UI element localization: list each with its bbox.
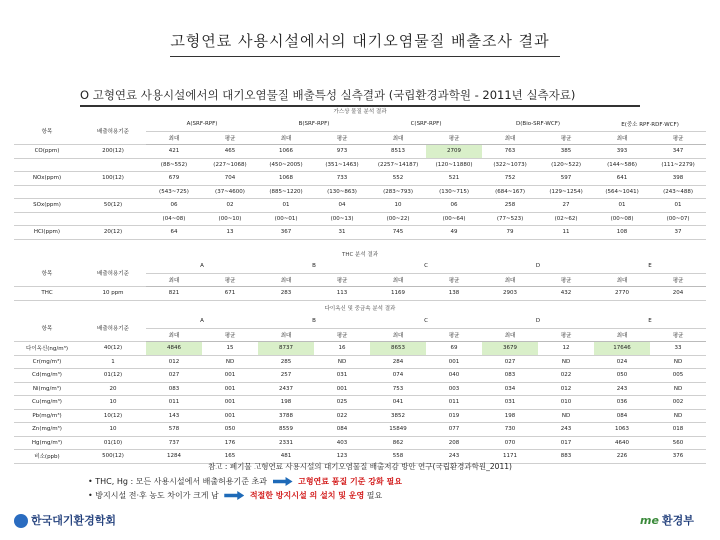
- society-emblem-icon: [14, 514, 28, 528]
- ministry-logo-text: 환경부: [661, 514, 694, 527]
- row-item: Hg(mg/m³): [14, 436, 80, 450]
- value-max: 4846: [146, 342, 202, 356]
- row-std: 10: [80, 396, 146, 410]
- table1-caption: 가스상 물질 분석 결과: [333, 109, 387, 115]
- gas-table-group-header: [14, 118, 706, 131]
- sub-header-avg: 평균: [202, 328, 258, 342]
- value-avg: 113: [314, 287, 370, 301]
- value-max: 012: [146, 355, 202, 369]
- value-avg: 49: [426, 226, 482, 240]
- col-std: 배출허용기준: [80, 118, 146, 145]
- range-cell: (283~793): [370, 185, 426, 199]
- value-avg: 06: [426, 199, 482, 213]
- row-item: THC: [14, 287, 80, 301]
- range-cell: (00~64): [426, 212, 482, 226]
- value-avg: 022: [314, 409, 370, 423]
- value-max: 753: [370, 382, 426, 396]
- value-max: 108: [594, 226, 650, 240]
- value-max: 036: [594, 396, 650, 410]
- value-max: 06: [146, 199, 202, 213]
- col-std: 배출허용기준: [80, 260, 146, 287]
- value-max: 64: [146, 226, 202, 240]
- value-avg: ND: [650, 382, 706, 396]
- table-row: [14, 172, 706, 186]
- value-avg: 597: [538, 172, 594, 186]
- value-avg: 204: [650, 287, 706, 301]
- value-avg: 138: [426, 287, 482, 301]
- value-avg: 521: [426, 172, 482, 186]
- arrow-icon: [273, 477, 293, 486]
- value-max: 679: [146, 172, 202, 186]
- bullet-thc-hg: • THC, Hg : 모든 사용시설에서 배출허용기준 초과 고형연료 품질 기준 강화 필요: [88, 477, 402, 486]
- sub-header-avg: 평균: [202, 131, 258, 145]
- row-item: 다이옥신(ng/m³): [14, 342, 80, 356]
- sub-header-max: 최대: [370, 328, 426, 342]
- value-avg: 16: [314, 342, 370, 356]
- range-cell: (322~1073): [482, 158, 538, 172]
- value-avg: 031: [314, 369, 370, 383]
- range-cell: (02~62): [538, 212, 594, 226]
- sub-header-max: 최대: [146, 131, 202, 145]
- value-avg: 15: [202, 342, 258, 356]
- thc-table-group-header: [14, 260, 706, 273]
- sub-header-max: 최대: [370, 131, 426, 145]
- sub-header-avg: 평균: [314, 328, 370, 342]
- value-avg: 347: [650, 145, 706, 159]
- sub-header-avg: 평균: [426, 328, 482, 342]
- value-max: 4640: [594, 436, 650, 450]
- range-cell: (243~488): [650, 185, 706, 199]
- value-max: 243: [594, 382, 650, 396]
- value-max: 257: [258, 369, 314, 383]
- row-std: 100(12): [80, 172, 146, 186]
- value-max: 283: [258, 287, 314, 301]
- sub-header-max: 최대: [482, 273, 538, 287]
- empty-cell: [14, 185, 80, 199]
- value-max: 2331: [258, 436, 314, 450]
- value-avg: 560: [650, 436, 706, 450]
- value-max: 285: [258, 355, 314, 369]
- sub-header-max: 최대: [482, 328, 538, 342]
- range-cell: (111~2279): [650, 158, 706, 172]
- sub-header-max: 최대: [146, 328, 202, 342]
- row-std: 50(12): [80, 199, 146, 213]
- table-row: [14, 355, 706, 369]
- row-item: Cr(mg/m³): [14, 355, 80, 369]
- value-max: 074: [370, 369, 426, 383]
- value-max: 050: [594, 369, 650, 383]
- value-max: 01: [594, 199, 650, 213]
- value-avg: 33: [650, 342, 706, 356]
- table-row: [14, 382, 706, 396]
- empty-cell: [14, 212, 80, 226]
- group-header: A: [146, 315, 258, 328]
- value-max: 011: [146, 396, 202, 410]
- row-std: 20: [80, 382, 146, 396]
- ministry-mark: me: [640, 514, 659, 527]
- sub-header-max: 최대: [594, 328, 650, 342]
- range-row: [14, 158, 706, 172]
- range-cell: (00~08): [594, 212, 650, 226]
- range-cell: (77~523): [482, 212, 538, 226]
- table-row: [14, 342, 706, 356]
- group-header: E: [594, 260, 706, 273]
- value-avg: 376: [650, 450, 706, 464]
- value-max: 198: [258, 396, 314, 410]
- group-header: C: [370, 260, 482, 273]
- value-avg: 019: [426, 409, 482, 423]
- thc-table: [14, 260, 706, 301]
- range-cell: (00~10): [202, 212, 258, 226]
- sub-header-avg: 평균: [538, 273, 594, 287]
- value-avg: 01: [650, 199, 706, 213]
- value-max: 070: [482, 436, 538, 450]
- sub-header-max: 최대: [146, 273, 202, 287]
- group-header: B: [258, 315, 370, 328]
- value-max: 8653: [370, 342, 426, 356]
- sub-header-avg: 평균: [538, 328, 594, 342]
- value-max: 730: [482, 423, 538, 437]
- gas-table: [14, 118, 706, 240]
- value-avg: 001: [202, 382, 258, 396]
- group-header: A(SRF-RPF): [146, 118, 258, 131]
- row-std: 01(12): [80, 369, 146, 383]
- value-max: 763: [482, 145, 538, 159]
- range-cell: (00~01): [258, 212, 314, 226]
- row-item: Cd(mg/m³): [14, 369, 80, 383]
- range-row: [14, 185, 706, 199]
- value-max: 8737: [258, 342, 314, 356]
- value-avg: 005: [650, 369, 706, 383]
- table-row: [14, 199, 706, 213]
- value-max: 258: [482, 199, 538, 213]
- group-header: D: [482, 315, 594, 328]
- value-avg: 084: [314, 423, 370, 437]
- value-avg: 403: [314, 436, 370, 450]
- value-max: 2903: [482, 287, 538, 301]
- value-avg: 001: [202, 396, 258, 410]
- value-avg: 733: [314, 172, 370, 186]
- value-avg: 398: [650, 172, 706, 186]
- value-max: 8513: [370, 145, 426, 159]
- title-underline: [170, 56, 560, 57]
- value-max: 084: [594, 409, 650, 423]
- range-cell: (351~1463): [314, 158, 370, 172]
- bullet2-emphasis: 적절한 방지시설 의 설치 및 운영: [249, 491, 365, 500]
- group-header: C(SRF-RPF): [370, 118, 482, 131]
- value-max: 2437: [258, 382, 314, 396]
- value-max: 481: [258, 450, 314, 464]
- value-max: 284: [370, 355, 426, 369]
- value-max: 024: [594, 355, 650, 369]
- value-avg: 017: [538, 436, 594, 450]
- value-max: 1068: [258, 172, 314, 186]
- range-cell: (227~1068): [202, 158, 258, 172]
- value-avg: 04: [314, 199, 370, 213]
- value-avg: 050: [202, 423, 258, 437]
- value-avg: 69: [426, 342, 482, 356]
- row-item: Zn(mg/m³): [14, 423, 80, 437]
- row-item: HCl(ppm): [14, 226, 80, 240]
- sub-header-max: 최대: [594, 131, 650, 145]
- row-std: 10(12): [80, 409, 146, 423]
- value-avg: 001: [202, 409, 258, 423]
- group-header: D(Bio-SRF-WCF): [482, 118, 594, 131]
- value-avg: 001: [202, 369, 258, 383]
- value-max: 031: [482, 396, 538, 410]
- value-max: 79: [482, 226, 538, 240]
- value-max: 3679: [482, 342, 538, 356]
- ministry-logo: [640, 512, 694, 528]
- value-avg: 002: [650, 396, 706, 410]
- value-avg: 02: [202, 199, 258, 213]
- value-avg: 003: [426, 382, 482, 396]
- value-avg: 704: [202, 172, 258, 186]
- empty-cell: [80, 158, 146, 172]
- bullet2-text: 방지시설 전·후 농도 차이가 크게 남: [95, 491, 219, 500]
- value-avg: 176: [202, 436, 258, 450]
- value-avg: 12: [538, 342, 594, 356]
- row-std: 10: [80, 423, 146, 437]
- range-cell: (684~167): [482, 185, 538, 199]
- value-max: 1063: [594, 423, 650, 437]
- arrow-icon: [224, 491, 244, 500]
- table-row: [14, 436, 706, 450]
- value-max: 393: [594, 145, 650, 159]
- range-cell: (130~715): [426, 185, 482, 199]
- value-avg: 243: [426, 450, 482, 464]
- group-header: C: [370, 315, 482, 328]
- value-max: 10: [370, 199, 426, 213]
- sub-header-avg: 평균: [314, 131, 370, 145]
- value-avg: 671: [202, 287, 258, 301]
- sub-header-avg: 평균: [314, 273, 370, 287]
- range-cell: (00~07): [650, 212, 706, 226]
- row-item: Ni(mg/m³): [14, 382, 80, 396]
- metal-table-group-header: [14, 315, 706, 328]
- sub-header-avg: 평균: [426, 131, 482, 145]
- value-avg: 432: [538, 287, 594, 301]
- range-cell: (37~4600): [202, 185, 258, 199]
- row-std: 1: [80, 355, 146, 369]
- value-avg: 2709: [426, 145, 482, 159]
- value-max: 198: [482, 409, 538, 423]
- value-avg: 208: [426, 436, 482, 450]
- value-avg: 018: [650, 423, 706, 437]
- value-max: 821: [146, 287, 202, 301]
- bullet1-emphasis: 고형연료 품질 기준 강화 필요: [298, 477, 402, 486]
- range-cell: (2257~14187): [370, 158, 426, 172]
- value-avg: ND: [202, 355, 258, 369]
- empty-cell: [14, 158, 80, 172]
- table-row: [14, 409, 706, 423]
- table-row: [14, 145, 706, 159]
- group-header: B(SRF-RPF): [258, 118, 370, 131]
- group-header: E: [594, 315, 706, 328]
- value-avg: 13: [202, 226, 258, 240]
- sub-header-avg: 평균: [202, 273, 258, 287]
- value-avg: ND: [314, 355, 370, 369]
- group-header: D: [482, 260, 594, 273]
- sub-header-max: 최대: [258, 273, 314, 287]
- value-max: 862: [370, 436, 426, 450]
- value-avg: 040: [426, 369, 482, 383]
- row-item: NOx(ppm): [14, 172, 80, 186]
- value-max: 752: [482, 172, 538, 186]
- col-std: 배출허용기준: [80, 315, 146, 342]
- value-max: 143: [146, 409, 202, 423]
- page-title: 고형연료 사용시설에서의 대기오염물질 배출조사 결과: [170, 32, 550, 50]
- range-cell: (564~1041): [594, 185, 650, 199]
- range-cell: (120~11880): [426, 158, 482, 172]
- row-item: Pb(mg/m³): [14, 409, 80, 423]
- row-item: CO(ppm): [14, 145, 80, 159]
- sub-header-avg: 평균: [538, 131, 594, 145]
- value-max: 027: [146, 369, 202, 383]
- range-cell: (00~13): [314, 212, 370, 226]
- value-avg: 025: [314, 396, 370, 410]
- row-std: 500(12): [80, 450, 146, 464]
- value-max: 2770: [594, 287, 650, 301]
- row-std: 200(12): [80, 145, 146, 159]
- sub-header-max: 최대: [258, 131, 314, 145]
- row-item: 비소(ppb): [14, 450, 80, 464]
- sub-header-avg: 평균: [650, 131, 706, 145]
- row-std: 10 ppm: [80, 287, 146, 301]
- value-max: 1066: [258, 145, 314, 159]
- value-avg: 31: [314, 226, 370, 240]
- table3-caption: 다이옥신 및 중금속 분석 결과: [324, 306, 396, 312]
- subtitle: O 고형연료 사용시설에서의 대기오염물질 배출특성 실측결과 (국립환경과학원 - 2011년 실측자료): [80, 87, 640, 107]
- bullet-control-facility: • 방지시설 전·후 농도 차이가 크게 남 적절한 방지시설 의 설치 및 운영 필요: [88, 491, 383, 500]
- dioxin-metal-table: [14, 315, 706, 464]
- value-max: 737: [146, 436, 202, 450]
- sub-header-max: 최대: [258, 328, 314, 342]
- value-max: 1169: [370, 287, 426, 301]
- range-cell: (885~1220): [258, 185, 314, 199]
- table2-caption: THC 분석 결과: [341, 252, 379, 258]
- sub-header-max: 최대: [594, 273, 650, 287]
- value-avg: 973: [314, 145, 370, 159]
- row-item: Cu(mg/m³): [14, 396, 80, 410]
- value-avg: 077: [426, 423, 482, 437]
- col-item: 항목: [14, 260, 80, 287]
- range-cell: (88~552): [146, 158, 202, 172]
- value-avg: 27: [538, 199, 594, 213]
- row-std: 20(12): [80, 226, 146, 240]
- table-row: [14, 369, 706, 383]
- value-avg: 37: [650, 226, 706, 240]
- value-max: 1284: [146, 450, 202, 464]
- value-max: 367: [258, 226, 314, 240]
- range-cell: (129~1254): [538, 185, 594, 199]
- value-max: 421: [146, 145, 202, 159]
- group-header: A: [146, 260, 258, 273]
- sub-header-avg: 평균: [650, 328, 706, 342]
- empty-cell: [80, 185, 146, 199]
- value-avg: 123: [314, 450, 370, 464]
- value-avg: ND: [650, 409, 706, 423]
- value-max: 17646: [594, 342, 650, 356]
- row-item: SOx(ppm): [14, 199, 80, 213]
- bullet1-text: THC, Hg : 모든 사용시설에서 배출허용기준 초과: [95, 477, 267, 486]
- col-item: 항목: [14, 315, 80, 342]
- value-max: 578: [146, 423, 202, 437]
- table-row: [14, 423, 706, 437]
- range-cell: (450~2005): [258, 158, 314, 172]
- value-avg: 022: [538, 369, 594, 383]
- col-item: 항목: [14, 118, 80, 145]
- value-avg: ND: [650, 355, 706, 369]
- table-row: [14, 226, 706, 240]
- value-max: 558: [370, 450, 426, 464]
- sub-header-avg: 평균: [650, 273, 706, 287]
- value-max: 745: [370, 226, 426, 240]
- range-cell: (144~586): [594, 158, 650, 172]
- sub-header-max: 최대: [482, 131, 538, 145]
- value-max: 1171: [482, 450, 538, 464]
- reference-note: 참고 : 폐기물 고형연료 사용시설의 대기오염물질 배출저감 방안 연구(국립환경과학원_2011): [208, 462, 512, 471]
- value-max: 041: [370, 396, 426, 410]
- value-avg: ND: [538, 409, 594, 423]
- range-cell: (130~863): [314, 185, 370, 199]
- value-avg: 883: [538, 450, 594, 464]
- value-avg: 243: [538, 423, 594, 437]
- value-max: 8559: [258, 423, 314, 437]
- value-avg: 385: [538, 145, 594, 159]
- range-row: [14, 212, 706, 226]
- table-row: [14, 396, 706, 410]
- value-avg: 001: [314, 382, 370, 396]
- bullet2-tail: 필요: [366, 491, 383, 500]
- value-avg: 011: [426, 396, 482, 410]
- kosae-logo: [14, 512, 116, 528]
- value-max: 034: [482, 382, 538, 396]
- value-avg: 11: [538, 226, 594, 240]
- sub-header-max: 최대: [370, 273, 426, 287]
- value-avg: ND: [538, 355, 594, 369]
- row-std: 01(10): [80, 436, 146, 450]
- row-std: 40(12): [80, 342, 146, 356]
- value-max: 3788: [258, 409, 314, 423]
- value-max: 083: [482, 369, 538, 383]
- value-max: 3852: [370, 409, 426, 423]
- value-avg: 001: [426, 355, 482, 369]
- table-row: [14, 287, 706, 301]
- value-avg: 012: [538, 382, 594, 396]
- group-header: E(중소 RPF·RDF·WCF): [594, 118, 706, 131]
- value-avg: 465: [202, 145, 258, 159]
- value-max: 226: [594, 450, 650, 464]
- value-max: 083: [146, 382, 202, 396]
- empty-cell: [80, 212, 146, 226]
- value-max: 552: [370, 172, 426, 186]
- value-max: 01: [258, 199, 314, 213]
- value-avg: 010: [538, 396, 594, 410]
- group-header: B: [258, 260, 370, 273]
- value-max: 15849: [370, 423, 426, 437]
- range-cell: (120~522): [538, 158, 594, 172]
- range-cell: (04~08): [146, 212, 202, 226]
- value-max: 027: [482, 355, 538, 369]
- value-max: 641: [594, 172, 650, 186]
- value-avg: 165: [202, 450, 258, 464]
- kosae-logo-text: 한국대기환경학회: [31, 514, 117, 527]
- sub-header-avg: 평균: [426, 273, 482, 287]
- range-cell: (543~725): [146, 185, 202, 199]
- range-cell: (00~22): [370, 212, 426, 226]
